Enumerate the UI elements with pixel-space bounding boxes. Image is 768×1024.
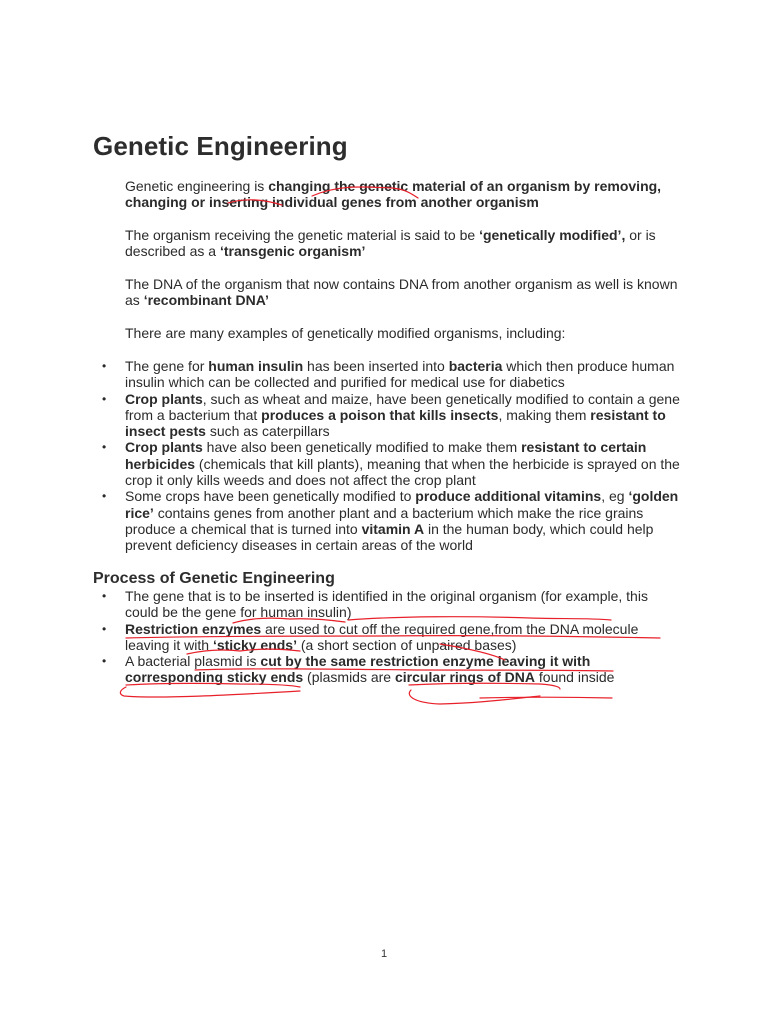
- list-item: [125, 653, 685, 686]
- text-run: found inside: [535, 669, 615, 686]
- text-run: Genetic engineering is: [125, 178, 269, 194]
- text-run: has been inserted into: [303, 358, 449, 374]
- text-run: which then produce human insulin which can be collected and purified for medical use for diabetics: [125, 358, 675, 391]
- bold-run: ‘recombinant DNA’: [143, 292, 269, 309]
- bold-run: changing the genetic material of an organism by removing, changing or inserting individual genes from another organism: [125, 178, 662, 211]
- text-run: The DNA of the organism that now contains DNA from another organism as well is known as: [125, 276, 678, 309]
- intro-paragraph-examples: There are many examples of genetically modified organisms, including:: [125, 325, 566, 341]
- bold-run: human insulin: [208, 358, 304, 374]
- text-run: , such as wheat and maize, have been genetically modified to contain a gene from a bacterium that: [125, 390, 680, 423]
- text-run: (chemicals that kill plants), meaning that when the herbicide is sprayed on the crop it only kills weeds and does not affect the crop plant: [125, 455, 680, 489]
- intro-paragraph-definition: [125, 178, 685, 211]
- annotation-stroke: [409, 690, 540, 704]
- bold-run: ‘sticky ends’: [212, 636, 297, 653]
- text-run: (plasmids are: [303, 669, 395, 686]
- bold-run: Crop plants: [125, 390, 203, 407]
- text-run: in the human body, which could help prevent deficiency diseases in certain areas of the world: [125, 520, 654, 554]
- page-title: Genetic Engineering: [93, 131, 348, 161]
- process-list: [125, 588, 685, 686]
- text-run: A bacterial plasmid is: [125, 653, 261, 670]
- text-run: (a short section of unpaired bases): [296, 636, 517, 653]
- bold-run: circular rings of DNA: [394, 669, 536, 686]
- text-run: contains genes from another plant and a bacterium which make the rice grains produce a chemical that is turned into: [125, 504, 644, 537]
- intro-paragraph-recombinant: [125, 276, 685, 309]
- page-number: 1: [380, 948, 388, 960]
- text-run: such as caterpillars: [205, 423, 330, 440]
- text-run: , making them: [498, 406, 591, 423]
- bold-run: ‘transgenic organism’: [219, 243, 366, 260]
- list-item: [125, 391, 685, 440]
- annotation-stroke: [480, 697, 612, 698]
- list-item: [125, 621, 685, 654]
- text-run: are used to cut off the required gene,from the DNA molecule leaving it with: [125, 620, 639, 653]
- bold-run: ‘golden rice’: [125, 488, 679, 521]
- list-item: [125, 358, 685, 391]
- text-run: The gene for: [125, 358, 209, 374]
- text-run: The gene that is to be inserted is identified in the original organism (for example, this could be the gene for human insulin): [125, 588, 648, 621]
- bold-run: ‘genetically modified’,: [479, 227, 626, 243]
- section-title-process: Process of Genetic Engineering: [93, 570, 335, 587]
- bold-run: resistant to insect pests: [125, 406, 666, 440]
- bold-run: cut by the same restriction enzyme leaving it with corresponding sticky ends: [125, 653, 591, 686]
- text-run: have also been genetically modified to make them: [202, 439, 522, 456]
- bold-run: bacteria: [448, 358, 503, 374]
- text-run: Some crops have been genetically modified to: [125, 488, 416, 505]
- text-run: or is described as a: [125, 227, 656, 260]
- annotation-stroke: [120, 687, 300, 697]
- bold-run: produces a poison that kills insects: [261, 406, 499, 423]
- text-run: , eg: [601, 488, 629, 505]
- text-run: The organism receiving the genetic material is said to be: [125, 227, 480, 243]
- examples-list: [125, 358, 685, 554]
- list-item: [125, 488, 685, 553]
- bold-run: resistant to certain herbicides: [125, 439, 647, 472]
- bold-run: vitamin A: [361, 520, 425, 537]
- bold-run: Crop plants: [125, 439, 203, 456]
- list-item: [125, 439, 685, 488]
- bold-run: produce additional vitamins: [415, 488, 602, 505]
- bold-run: Restriction enzymes: [125, 620, 262, 637]
- intro-paragraph-gm: [125, 227, 685, 260]
- list-item: [125, 588, 685, 621]
